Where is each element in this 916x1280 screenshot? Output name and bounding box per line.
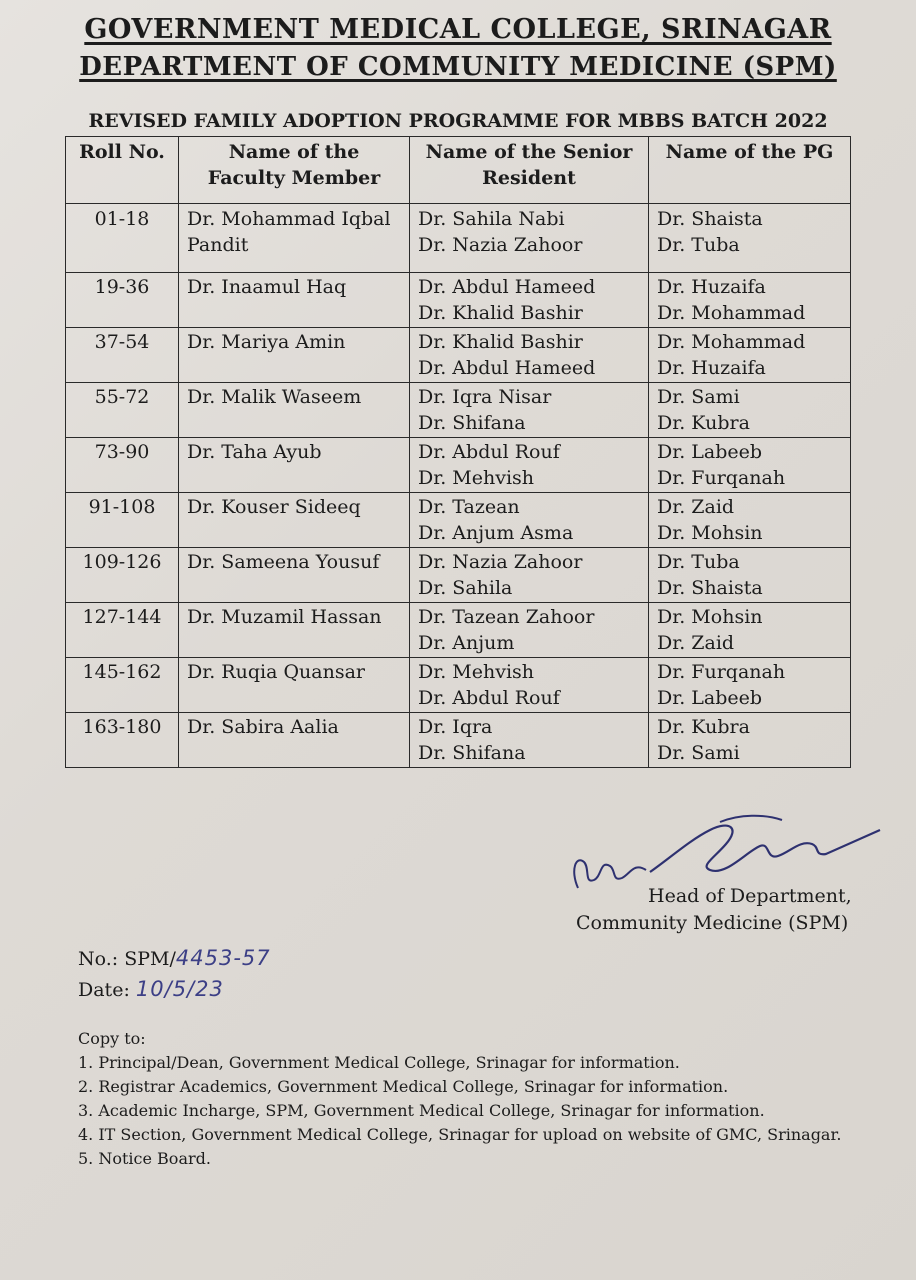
faculty-cell	[179, 713, 410, 768]
faculty-cell-text: Dr. Taha Ayub	[187, 441, 322, 463]
roll-number-cell-text: 37-54	[94, 331, 150, 353]
roll-number-cell-text: 55-72	[94, 386, 150, 408]
pg-cell-text: Dr. Mohammad	[657, 331, 806, 353]
pg-cell	[649, 548, 851, 603]
pg-cell-text: Dr. Tuba	[657, 234, 740, 256]
faculty-cell	[179, 273, 410, 328]
pg-cell-text: Dr. Zaid	[657, 496, 735, 518]
reference-number	[78, 943, 271, 974]
senior-resident-cell-text: Dr. Sahila	[418, 577, 513, 599]
roll-number-cell	[66, 493, 179, 548]
faculty-cell-text: Dr. Sabira Aalia	[187, 716, 339, 738]
pg-cell	[649, 493, 851, 548]
faculty-cell-text: Dr. Malik Waseem	[187, 386, 362, 408]
roll-number-cell	[66, 273, 179, 328]
senior-resident-cell-text: Dr. Anjum	[418, 632, 515, 654]
pg-cell-text: Dr. Kubra	[657, 716, 750, 738]
pg-cell	[649, 328, 851, 383]
signatory-block	[576, 883, 852, 937]
pg-cell-text: Dr. Tuba	[657, 551, 740, 573]
senior-resident-cell-text: Dr. Nazia Zahoor	[418, 551, 583, 573]
college-name: GOVERNMENT MEDICAL COLLEGE, SRINAGAR	[84, 14, 832, 45]
senior-resident-cell	[410, 603, 649, 658]
signatory-department: Community Medicine (SPM)	[576, 912, 849, 934]
copy-to-heading: Copy to:	[78, 1029, 146, 1048]
faculty-cell-text: Dr. Inaamul Haq	[187, 276, 347, 298]
senior-resident-cell-text: Dr. Shifana	[418, 742, 526, 764]
column-header-faculty: Name of the Faculty Member	[179, 137, 410, 204]
faculty-cell-text: Dr. Ruqia Quansar	[187, 661, 365, 683]
faculty-cell	[179, 383, 410, 438]
senior-resident-cell	[410, 204, 649, 273]
table-row	[66, 383, 851, 438]
senior-resident-cell	[410, 328, 649, 383]
faculty-cell	[179, 438, 410, 493]
senior-resident-cell-text: Dr. Abdul Rouf	[418, 441, 560, 463]
table-row	[66, 273, 851, 328]
senior-resident-cell-text: Dr. Tazean	[418, 496, 520, 518]
faculty-cell-text: Pandit	[187, 234, 249, 256]
pg-cell-text: Dr. Kubra	[657, 412, 750, 434]
table-row	[66, 713, 851, 768]
table-row	[66, 438, 851, 493]
pg-cell-text: Dr. Shaista	[657, 208, 763, 230]
faculty-cell-text: Dr. Muzamil Hassan	[187, 606, 382, 628]
copy-to-item: 3. Academic Incharge, SPM, Government Medical College, Srinagar for information.	[78, 1101, 765, 1120]
faculty-cell	[179, 603, 410, 658]
department-name: DEPARTMENT OF COMMUNITY MEDICINE (SPM)	[79, 52, 837, 82]
pg-cell-text: Dr. Labeeb	[657, 441, 763, 463]
senior-resident-cell-text: Dr. Shifana	[418, 412, 526, 434]
roll-number-cell-text: 145-162	[82, 661, 162, 683]
table-header-row	[66, 137, 851, 204]
roll-number-cell	[66, 438, 179, 493]
roll-number-cell	[66, 658, 179, 713]
senior-resident-cell-text: Dr. Iqra Nisar	[418, 386, 552, 408]
senior-resident-cell-text: Dr. Anjum Asma	[418, 522, 574, 544]
column-header-roll: Roll No.	[66, 137, 179, 204]
allocation-table	[65, 136, 851, 768]
senior-resident-cell	[410, 438, 649, 493]
roll-number-cell-text: 73-90	[94, 441, 150, 463]
college-heading	[0, 14, 916, 45]
faculty-cell	[179, 328, 410, 383]
table-row	[66, 493, 851, 548]
pg-cell-text: Dr. Huzaifa	[657, 276, 766, 298]
reference-block	[78, 943, 271, 1005]
roll-number-cell	[66, 548, 179, 603]
faculty-cell-text: Dr. Mohammad Iqbal	[187, 208, 391, 230]
senior-resident-cell	[410, 273, 649, 328]
table-row	[66, 603, 851, 658]
senior-resident-cell-text: Dr. Sahila Nabi	[418, 208, 565, 230]
senior-resident-cell-text: Dr. Nazia Zahoor	[418, 234, 583, 256]
reference-date-value: 10/5/23	[135, 977, 224, 1001]
roll-number-cell-text: 19-36	[94, 276, 150, 298]
roll-number-cell-text: 163-180	[82, 716, 162, 738]
pg-cell	[649, 658, 851, 713]
table-row	[66, 658, 851, 713]
column-header-senior-resident: Name of the Senior Resident	[410, 137, 649, 204]
senior-resident-cell-text: Dr. Khalid Bashir	[418, 331, 583, 353]
senior-resident-cell-text: Dr. Iqra	[418, 716, 493, 738]
pg-cell	[649, 383, 851, 438]
pg-cell-text: Dr. Shaista	[657, 577, 763, 599]
roll-number-cell	[66, 603, 179, 658]
roll-number-cell	[66, 204, 179, 273]
pg-cell-text: Dr. Huzaifa	[657, 357, 766, 379]
column-header-pg: Name of the PG	[649, 137, 851, 204]
reference-number-label: No.: SPM/	[78, 948, 176, 970]
faculty-cell-text: Dr. Kouser Sideeq	[187, 496, 361, 518]
table-row	[66, 204, 851, 273]
table-body	[66, 204, 851, 768]
pg-cell-text: Dr. Furqanah	[657, 661, 786, 683]
pg-cell-text: Dr. Sami	[657, 742, 740, 764]
faculty-cell	[179, 493, 410, 548]
senior-resident-cell-text: Dr. Tazean Zahoor	[418, 606, 595, 628]
reference-date-label: Date:	[78, 979, 130, 1001]
reference-date	[78, 974, 271, 1005]
pg-cell-text: Dr. Sami	[657, 386, 740, 408]
pg-cell-text: Dr. Furqanah	[657, 467, 786, 489]
department-heading	[0, 52, 916, 82]
table-row	[66, 548, 851, 603]
signatory-title: Head of Department,	[648, 885, 852, 907]
faculty-cell	[179, 204, 410, 273]
senior-resident-cell	[410, 383, 649, 438]
signature-mark	[550, 800, 890, 890]
pg-cell-text: Dr. Mohsin	[657, 522, 763, 544]
pg-cell	[649, 603, 851, 658]
pg-cell-text: Dr. Mohsin	[657, 606, 763, 628]
faculty-cell	[179, 548, 410, 603]
pg-cell-text: Dr. Mohammad	[657, 302, 806, 324]
senior-resident-cell-text: Dr. Mehvish	[418, 467, 535, 489]
faculty-cell	[179, 658, 410, 713]
senior-resident-cell	[410, 713, 649, 768]
roll-number-cell-text: 109-126	[82, 551, 162, 573]
senior-resident-cell	[410, 548, 649, 603]
faculty-cell-text: Dr. Sameena Yousuf	[187, 551, 380, 573]
programme-title: REVISED FAMILY ADOPTION PROGRAMME FOR MBBS BATCH 2022	[88, 110, 828, 132]
pg-cell	[649, 713, 851, 768]
senior-resident-cell-text: Dr. Abdul Rouf	[418, 687, 560, 709]
senior-resident-cell-text: Dr. Mehvish	[418, 661, 535, 683]
pg-cell-text: Dr. Zaid	[657, 632, 735, 654]
copy-to-item: 1. Principal/Dean, Government Medical College, Srinagar for information.	[78, 1053, 680, 1072]
roll-number-cell	[66, 383, 179, 438]
roll-number-cell	[66, 713, 179, 768]
senior-resident-cell-text: Dr. Abdul Hameed	[418, 357, 596, 379]
copy-to-item: 2. Registrar Academics, Government Medical College, Srinagar for information.	[78, 1077, 729, 1096]
table-row	[66, 328, 851, 383]
pg-cell	[649, 273, 851, 328]
pg-cell	[649, 438, 851, 493]
senior-resident-cell	[410, 493, 649, 548]
pg-cell	[649, 204, 851, 273]
roll-number-cell	[66, 328, 179, 383]
roll-number-cell-text: 01-18	[94, 208, 150, 230]
senior-resident-cell-text: Dr. Khalid Bashir	[418, 302, 583, 324]
copy-to-block	[78, 1027, 841, 1171]
roll-number-cell-text: 91-108	[88, 496, 156, 518]
copy-to-item: 5. Notice Board.	[78, 1149, 211, 1168]
reference-number-value: 4453-57	[175, 946, 271, 970]
senior-resident-cell-text: Dr. Abdul Hameed	[418, 276, 596, 298]
copy-to-item: 4. IT Section, Government Medical College, Srinagar for upload on website of GMC, Srinagar.	[78, 1125, 842, 1144]
roll-number-cell-text: 127-144	[82, 606, 162, 628]
pg-cell-text: Dr. Labeeb	[657, 687, 763, 709]
senior-resident-cell	[410, 658, 649, 713]
faculty-cell-text: Dr. Mariya Amin	[187, 331, 346, 353]
